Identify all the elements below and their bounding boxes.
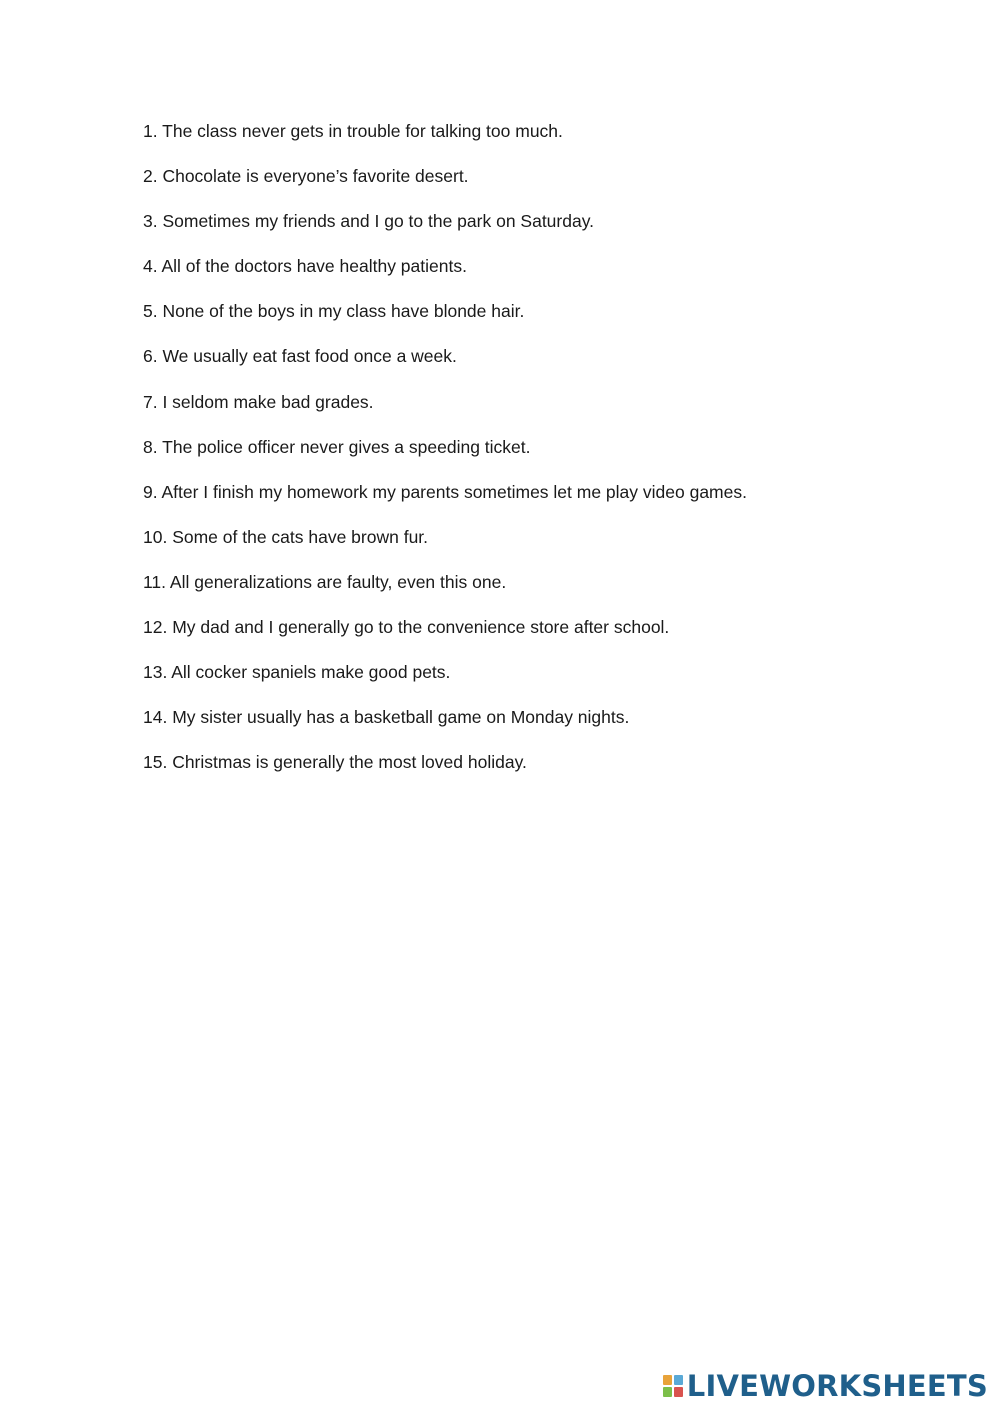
sentence-item: 1. The class never gets in trouble for talking too much. bbox=[143, 121, 563, 141]
sentence-item: 10. Some of the cats have brown fur. bbox=[143, 526, 429, 547]
liveworksheets-brand bbox=[663, 1366, 988, 1406]
liveworksheets-logo-icon bbox=[663, 1375, 683, 1397]
logo-square-1 bbox=[663, 1375, 672, 1385]
sentence-item: 5. None of the boys in my class have blonde hair. bbox=[143, 301, 525, 322]
sentence-item: 8. The police officer never gives a speeding ticket. bbox=[143, 436, 531, 457]
sentence-item: 4. All of the doctors have healthy patients. bbox=[143, 256, 467, 277]
sentence-item: 15. Christmas is generally the most loved holiday. bbox=[143, 752, 527, 773]
sentence-item: 2. Chocolate is everyone’s favorite desert. bbox=[143, 166, 469, 187]
sentence-item: 11. All generalizations are faulty, even this one. bbox=[143, 571, 507, 592]
sentence-item: 7. I seldom make bad grades. bbox=[143, 391, 374, 412]
sentence-list bbox=[143, 119, 943, 795]
sentence-item: 9. After I finish my homework my parents sometimes let me play video games. bbox=[143, 481, 747, 502]
sentence-item: 14. My sister usually has a basketball game on Monday nights. bbox=[143, 707, 630, 728]
brand-wordmark: LIVEWORKSHEETS bbox=[686, 1369, 988, 1403]
logo-square-4 bbox=[674, 1387, 683, 1397]
logo-square-3 bbox=[663, 1387, 672, 1397]
sentence-item: 12. My dad and I generally go to the convenience store after school. bbox=[143, 617, 670, 638]
sentence-item: 3. Sometimes my friends and I go to the park on Saturday. bbox=[143, 211, 595, 232]
sentence-item: 13. All cocker spaniels make good pets. bbox=[143, 662, 451, 683]
logo-square-2 bbox=[674, 1375, 683, 1385]
sentence-item: 6. We usually eat fast food once a week. bbox=[143, 346, 457, 367]
